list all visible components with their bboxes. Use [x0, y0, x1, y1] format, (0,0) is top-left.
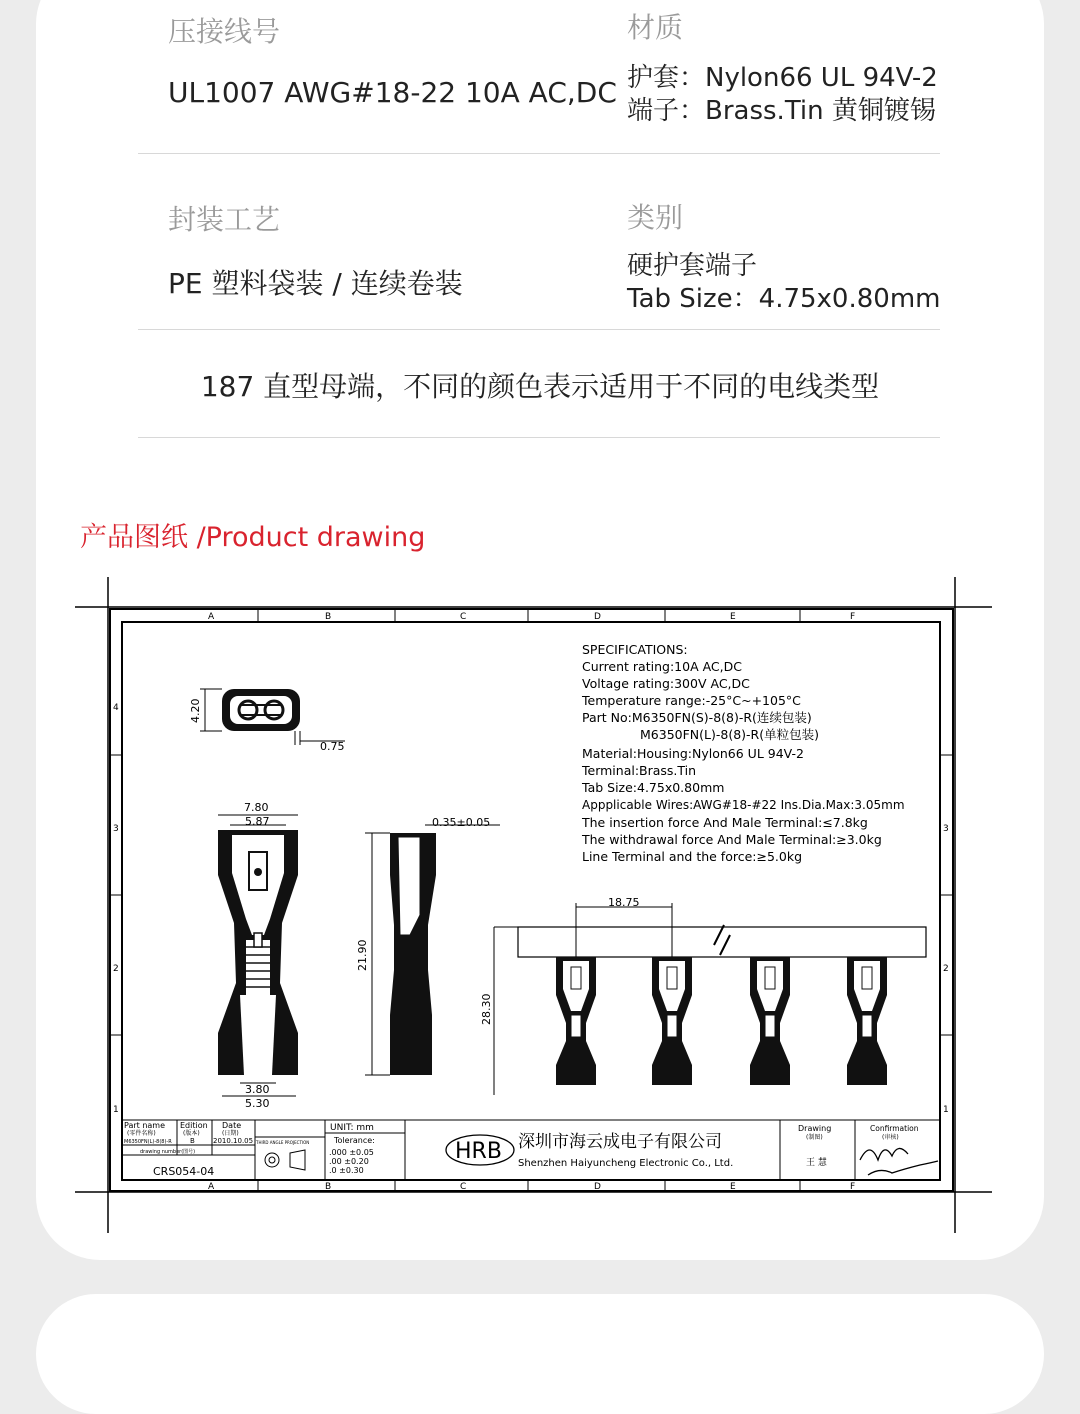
- dimension-label: 3.80: [245, 1083, 270, 1096]
- zone-letter: B: [325, 612, 332, 622]
- description: 187 直型母端，不同的颜色表示适用于不同的电线类型: [200, 370, 880, 403]
- tb-date: Date: [222, 1121, 242, 1130]
- tb-date-cn: (日期): [222, 1130, 239, 1137]
- zone-letter: A: [208, 1182, 215, 1192]
- zone-letter: E: [730, 1182, 736, 1192]
- tb-edition: Edition: [180, 1121, 208, 1130]
- tb-tol-row: .0 ±0.30: [329, 1166, 364, 1175]
- product-drawing: [0, 575, 1080, 1235]
- tb-date-value: 2010.10.05: [213, 1137, 254, 1145]
- tb-part-name: Part name: [124, 1121, 166, 1130]
- front-view: [218, 801, 298, 1110]
- zone-letter: F: [850, 1182, 856, 1192]
- dimension-label: 18.75: [608, 896, 640, 909]
- company-name-cn: 深圳市海云成电子有限公司: [518, 1132, 722, 1152]
- section-title: 产品图纸 /Product drawing: [80, 522, 426, 553]
- spec-line: Temperature range:-25°C~+105°C: [582, 693, 801, 708]
- spec-line: M6350FN(L)-8(8)-R(单粒包装): [640, 727, 819, 742]
- zone-number: 3: [113, 824, 119, 834]
- zone-letter: D: [594, 1182, 601, 1192]
- divider: [138, 329, 940, 330]
- dimension-label: 4.20: [189, 698, 202, 723]
- zone-letter: B: [325, 1182, 332, 1192]
- zone-number: 1: [943, 1105, 949, 1115]
- packaging-value: PE 塑料袋装 / 连续卷装: [168, 267, 463, 300]
- spec-line: Voltage rating:300V AC,DC: [582, 676, 750, 691]
- tb-edition-cn: (版本): [183, 1130, 200, 1137]
- tb-unit: UNIT: mm: [330, 1123, 374, 1133]
- zone-letter: F: [850, 612, 856, 622]
- tb-confirmation: Confirmation: [870, 1124, 919, 1133]
- divider: [138, 437, 940, 438]
- material-label: 材质: [627, 11, 684, 44]
- spec-line: Current rating:10A AC,DC: [582, 659, 742, 674]
- spec-line: Terminal:Brass.Tin: [582, 763, 697, 778]
- dimension-label: 28.30: [480, 993, 493, 1025]
- spec-line: Line Terminal and the force:≥5.0kg: [582, 849, 803, 864]
- material-line2: 端子：Brass.Tin 黄铜镀锡: [627, 96, 936, 126]
- tb-drawing-number: CRS054-04: [153, 1165, 215, 1178]
- zone-number: 2: [943, 964, 949, 974]
- spec-line: SPECIFICATIONS:: [582, 642, 688, 657]
- spec-line: Material:Housing:Nylon66 UL 94V-2: [582, 746, 804, 761]
- side-view: [356, 816, 500, 1075]
- zone-letter: D: [594, 612, 601, 622]
- tb-drawer: 王 慧: [806, 1158, 827, 1168]
- packaging-label: 封装工艺: [168, 203, 281, 236]
- spec-line: Part No:M6350FN(S)-8(8)-R(连续包装): [582, 710, 812, 725]
- spec-line: Appplicable Wires:AWG#18-#22 Ins.Dia.Max:3.05mm: [582, 798, 905, 812]
- tb-edition-value: B: [190, 1137, 195, 1145]
- tb-drawing-label: Drawing: [798, 1124, 832, 1133]
- company-name-en: Shenzhen Haiyuncheng Electronic Co., Ltd.: [518, 1158, 734, 1169]
- dimension-label: 0.35±0.05: [432, 816, 491, 829]
- signature: [860, 1148, 938, 1175]
- tb-confirmation-cn: (审核): [882, 1134, 899, 1141]
- cross-section-view: [189, 689, 345, 753]
- zone-letter: A: [208, 612, 215, 622]
- tb-part-name-cn: (零件名称): [127, 1130, 156, 1137]
- zone-letter: E: [730, 612, 736, 622]
- projection-cone-icon: [290, 1150, 305, 1170]
- category-line2: Tab Size：4.75x0.80mm: [627, 284, 941, 314]
- dimension-label: 0.75: [320, 740, 345, 753]
- zone-letter: C: [460, 612, 467, 622]
- material-line1: 护套：Nylon66 UL 94V-2: [627, 63, 938, 93]
- carrier-strip-view: [480, 896, 926, 1095]
- company-logo-text: HRB: [455, 1139, 502, 1164]
- spec-line: Tab Size:4.75x0.80mm: [582, 780, 725, 795]
- projection-icon: [265, 1153, 279, 1167]
- category-line1: 硬护套端子: [627, 251, 758, 281]
- tb-tolerance: Tolerance:: [334, 1136, 375, 1145]
- zone-number: 1: [113, 1105, 119, 1115]
- tb-tol-row: .00 ±0.20: [329, 1157, 369, 1166]
- zone-number: 3: [943, 824, 949, 834]
- wire-value: UL1007 AWG#18-22 10A AC,DC: [168, 76, 617, 109]
- tb-part-value: M6350FN(L)-8(8)-R: [124, 1139, 172, 1145]
- tb-third-angle: THIRD ANGLE PROJECTION: [256, 1140, 310, 1145]
- zone-letter: C: [460, 1182, 467, 1192]
- category-label: 类别: [627, 201, 684, 234]
- dimension-label: 21.90: [356, 939, 369, 971]
- spec-line: The insertion force And Male Terminal:≤7.8kg: [582, 815, 868, 830]
- zone-number: 4: [113, 703, 119, 713]
- dimension-label: 5.87: [245, 815, 270, 828]
- next-card: [36, 1294, 1044, 1414]
- spec-line: The withdrawal force And Male Terminal:≥3.0kg: [582, 832, 882, 847]
- tb-tol-row: .000 ±0.05: [329, 1148, 374, 1157]
- tb-drawing-label-cn: (制图): [806, 1134, 823, 1141]
- divider: [138, 153, 940, 154]
- tb-drawing-number-label: drawing number(图号): [140, 1149, 196, 1155]
- dimension-label: 5.30: [245, 1097, 270, 1110]
- dimension-label: 7.80: [244, 801, 269, 814]
- title-block: [122, 1120, 940, 1180]
- zone-number: 2: [113, 964, 119, 974]
- specifications-block: [581, 642, 905, 864]
- wire-label: 压接线号: [168, 15, 281, 48]
